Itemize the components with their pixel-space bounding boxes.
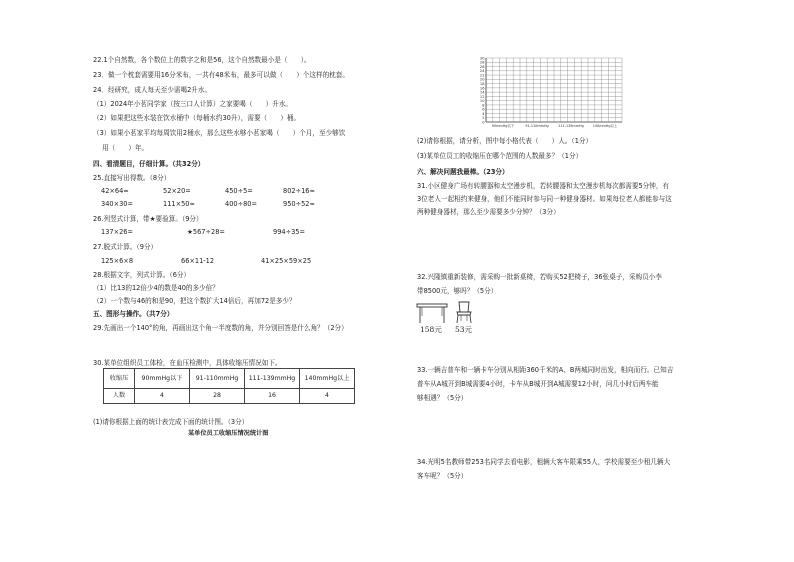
q25-item: 52×20= bbox=[163, 187, 191, 195]
question-31-cont-1: 3位老人一起相约来健身，他们不能同时参与同一种健身器材。如果每位老人都能参与这 bbox=[417, 195, 672, 203]
chart-x-axis bbox=[492, 123, 618, 128]
y-tick-label: 28 bbox=[479, 60, 485, 65]
x-tick-label: 90mmHg以下 bbox=[491, 124, 515, 128]
y-tick-label: 0 bbox=[482, 120, 485, 125]
q25-item: 400÷80= bbox=[225, 200, 258, 208]
q25-row-2 bbox=[101, 200, 315, 208]
chart-grid bbox=[486, 58, 622, 122]
section-5-heading: 五、图形与操作。（共7分） bbox=[93, 310, 174, 318]
table-price: 158元 bbox=[420, 325, 442, 334]
y-tick-label: 10 bbox=[479, 99, 485, 104]
question-23: 23．做一个枕套需要用16分米布，一共有48米布，最多可以做（ ）个这样的枕套。 bbox=[93, 71, 349, 79]
q27-items bbox=[101, 257, 311, 265]
q27-item: 125×6×8 bbox=[101, 257, 134, 265]
question-33-cont-1: 普车从A城开到B城需要4小时，卡车从B城开到A城需要12小时，问几小时后两车能 bbox=[417, 380, 659, 388]
y-tick-label: 26 bbox=[479, 64, 485, 69]
y-tick-label: 22 bbox=[479, 73, 485, 78]
q25-item: 950÷52≈ bbox=[283, 200, 316, 208]
question-28: 28.根据文字，列式计算。（6分） bbox=[93, 271, 191, 279]
question-26: 26.列竖式计算，带★要验算。（9分） bbox=[93, 215, 203, 223]
table-row bbox=[104, 389, 355, 404]
question-28-part-2: （2）一个数与46的和是90，把这个数扩大14倍后，再加72是多少？ bbox=[93, 297, 296, 305]
question-27: 27.脱式计算。（9分） bbox=[93, 243, 158, 251]
question-31: 31.小区健身广场有转腰器和太空漫步机，若转腰器和太空漫步机每次都需要5分钟，有 bbox=[417, 182, 670, 190]
q27-item: 41×25×59×25 bbox=[261, 257, 312, 265]
y-tick-label: 8 bbox=[482, 103, 485, 108]
question-32: 32.兴隆镇重新装修，需采购一批新桌椅，若购买52把椅子，36张桌子，采购员小李 bbox=[417, 273, 662, 281]
table-cell: 16 bbox=[245, 389, 300, 404]
chart-caption: 某单位员工收缩压情况统计图 bbox=[188, 430, 269, 437]
table-row-label: 人数 bbox=[104, 389, 135, 404]
table-cell: 28 bbox=[190, 389, 245, 404]
question-24-part-3: （3）如果小茗家平均每周饮用2桶水，那么这些水够小茗家喝（ ）个月，至少够饮 bbox=[93, 129, 346, 137]
y-tick-label: 6 bbox=[482, 107, 485, 112]
question-25: 25.直接写出得数。（8分） bbox=[93, 174, 171, 182]
x-tick-label: 111-139mmHg bbox=[558, 124, 584, 128]
y-tick-label: 4 bbox=[482, 111, 485, 116]
question-30-part-2: (2)请你根据，请分析，图中每小格代表（ ）人。（1分） bbox=[417, 137, 593, 145]
y-tick-label: 16 bbox=[479, 86, 485, 91]
y-tick-label: 24 bbox=[479, 69, 485, 74]
x-tick-label: 91-110mmHg bbox=[525, 124, 549, 128]
question-24: 24．经研究，成人每天至少需喝2升水。 bbox=[93, 86, 212, 94]
table-header-cell: 140mmHg以上 bbox=[300, 369, 355, 389]
table-row bbox=[104, 369, 355, 389]
q25-item: 802÷16≈ bbox=[283, 187, 316, 195]
chart-y-axis bbox=[480, 56, 485, 124]
y-tick-label: 14 bbox=[479, 90, 485, 95]
chair-icon bbox=[455, 300, 475, 324]
table-cell: 4 bbox=[135, 389, 190, 404]
q26-item: 137×26= bbox=[101, 228, 134, 236]
y-tick-label: 12 bbox=[479, 94, 485, 99]
q26-item: 994÷35= bbox=[273, 228, 306, 236]
section-4-heading: 四、看清题目，仔细计算。（共32分） bbox=[93, 160, 205, 168]
q26-item: ★567÷28= bbox=[187, 228, 225, 236]
y-tick-label: 30 bbox=[479, 56, 485, 61]
question-33-cont-2: 够相遇？（5分） bbox=[417, 394, 468, 402]
table-cell: 4 bbox=[300, 389, 355, 404]
section-6-heading: 六、解决问题我最棒。（23分） bbox=[417, 168, 509, 176]
question-30-part-1: (1)请你根据上面的统计表完成下面的统计图。（3分） bbox=[93, 418, 249, 426]
y-tick-label: 18 bbox=[479, 82, 485, 86]
blood-pressure-table bbox=[103, 368, 355, 404]
question-24-part-2: （2）如果把这些水装在饮水桶中（每桶水约30升），需要（ ）桶。 bbox=[93, 114, 301, 122]
q25-item: 450÷5= bbox=[225, 187, 253, 195]
q25-item: 111×50≈ bbox=[163, 200, 196, 208]
q25-row-1 bbox=[101, 187, 315, 195]
q25-item: 340×30= bbox=[101, 200, 134, 208]
question-31-cont-2: 两种健身器材，那么至少需要多少分钟？（3分） bbox=[417, 208, 560, 216]
question-34-cont: 客车呢？（5分） bbox=[417, 472, 468, 480]
question-29: 29.先画出一个140°的角，再画出这个角一半度数的角，并分别回答是什么角？（2分） bbox=[93, 324, 348, 332]
question-30: 30.某单位组织员工体检，在血压检测中，具体收缩压情况如下。 bbox=[93, 359, 282, 367]
y-tick-label: 2 bbox=[482, 116, 485, 121]
question-30-part-3: (3)某单位员工的收缩压在哪个范围的人数最多？（1分） bbox=[417, 152, 583, 160]
table-icon bbox=[416, 302, 448, 324]
table-header-cell: 111-139mmHg bbox=[245, 369, 300, 389]
question-33: 33.一辆吉普车和一辆卡车分别从相距360千米的A、B两城同时出发，相向而行。已知吉 bbox=[417, 366, 674, 374]
y-tick-label: 20 bbox=[479, 77, 485, 82]
question-24-part-3-cont: 用（ ）年。 bbox=[102, 144, 149, 152]
table-header-cell: 91-110mmHg bbox=[190, 369, 245, 389]
question-32-cont: 带8500元，够吗？（5分） bbox=[417, 287, 498, 295]
question-28-part-1: （1）比13的12倍少4的数是40的多少倍？ bbox=[93, 284, 219, 292]
chair-price: 53元 bbox=[455, 325, 473, 334]
x-tick-label: 140mmHg以上 bbox=[592, 124, 618, 128]
question-22: 22.1个自然数，各个数位上的数字之和是56，这个自然数最小是（ ）。 bbox=[93, 56, 311, 64]
q26-items bbox=[101, 228, 305, 236]
question-34: 34.光明5名教师带253名同学去看电影，租辆大客车限乘55人，学校需要至少租几辆大 bbox=[417, 458, 671, 466]
q27-item: 66×11-12 bbox=[181, 257, 215, 265]
blank-bar-chart bbox=[478, 58, 624, 130]
table-header-cell: 收缩压 bbox=[104, 369, 135, 389]
question-24-part-1: （1）2024年小茗同学家（按三口人计算）之家要喝（ ）升水。 bbox=[93, 100, 293, 108]
table-header-cell: 90mmHg以下 bbox=[135, 369, 190, 389]
q25-item: 42×64≈ bbox=[101, 187, 129, 195]
